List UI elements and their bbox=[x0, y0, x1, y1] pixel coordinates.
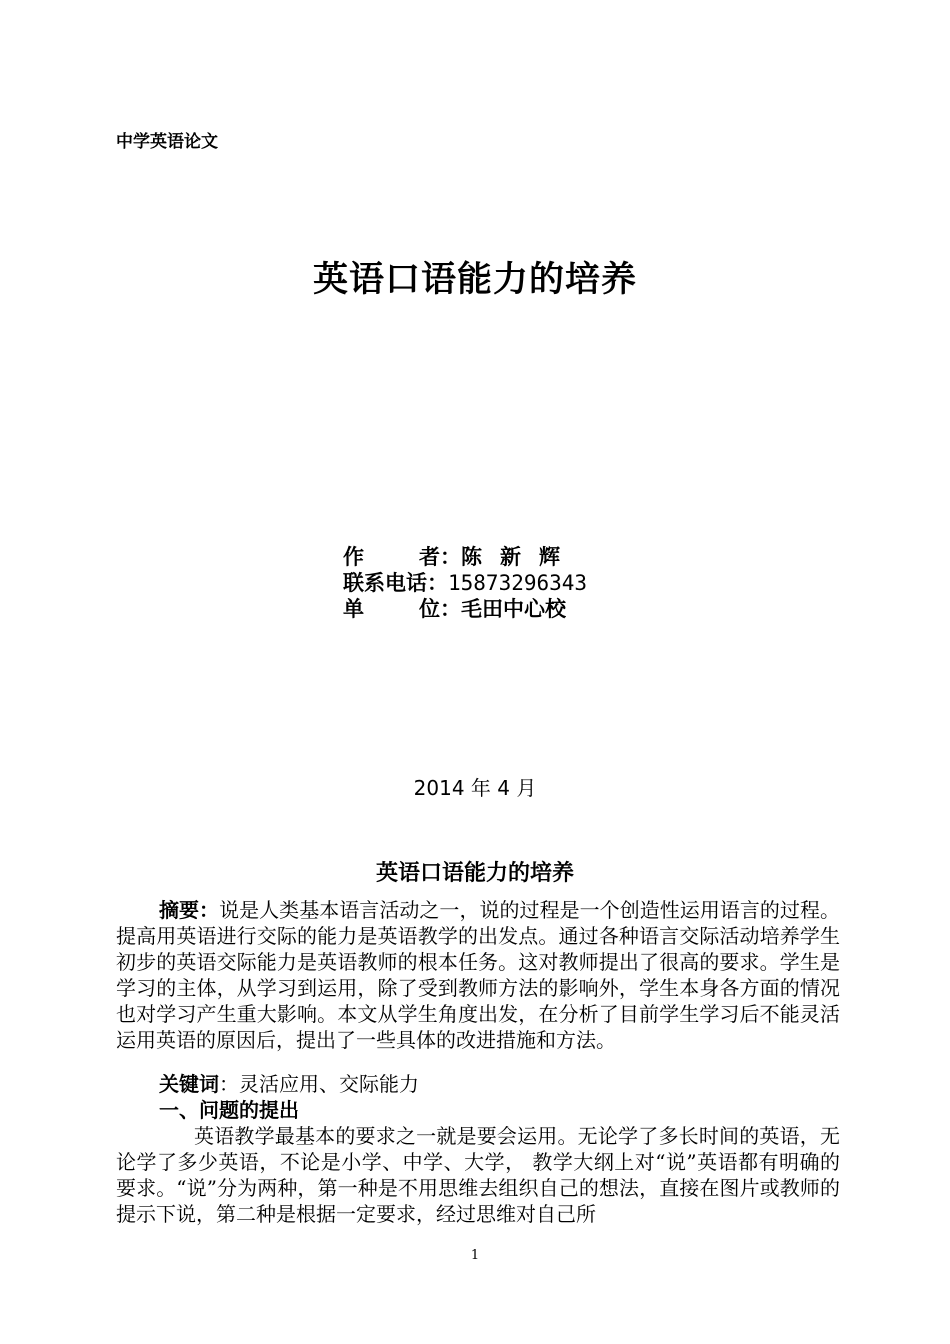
phone-label: 联系电话： bbox=[343, 571, 448, 595]
author-info-block bbox=[343, 544, 587, 622]
phone-number: 15873296343 bbox=[448, 571, 588, 595]
page-number: 1 bbox=[470, 1248, 480, 1263]
cover-date: 2014 年 4 月 bbox=[413, 776, 537, 800]
unit-name: 毛田中心校 bbox=[461, 597, 566, 621]
cover-title: 英语口语能力的培养 bbox=[312, 260, 637, 300]
author-label: 作 者： bbox=[343, 545, 461, 569]
document-subject: 中学英语论文 bbox=[116, 132, 218, 152]
keywords-label: 关键词 bbox=[159, 1072, 219, 1096]
article-title: 英语口语能力的培养 bbox=[375, 861, 574, 886]
body-paragraph: 英语教学最基本的要求之一就是要会运用。无论学了多长时间的英语，无论学了多少英语，不论是小学、中学、大学， 教学大纲上对“说”英语都有明确的要求。“说”分为两种，第一种是不用思维去组织自己的想法，直接在图片或教师的提示下说，第二种是根据一定要求，经过思维对自己所 bbox=[116, 1124, 840, 1226]
unit-label: 单 位： bbox=[343, 597, 461, 621]
keywords-text: ：灵活应用、交际能力 bbox=[219, 1072, 419, 1096]
abstract-label: 摘要： bbox=[159, 898, 220, 922]
unit-row bbox=[343, 596, 587, 622]
phone-row bbox=[343, 570, 587, 596]
section-heading: 一、问题的提出 bbox=[159, 1098, 299, 1122]
keywords-line bbox=[159, 1071, 419, 1097]
author-row bbox=[343, 544, 587, 570]
abstract-paragraph bbox=[116, 897, 840, 1053]
abstract-text: 说是人类基本语言活动之一，说的过程是一个创造性运用语言的过程。提高用英语进行交际的能力是英语教学的出发点。通过各种语言交际活动培养学生初步的英语交际能力是英语教师的根本任务。这对教师提出了很高的要求。学生是学习的主体，从学习到运用，除了受到教师方法的影响外，学生本身各方面的情况也对学习产生重大影响。本文从学生角度出发，在分析了目前学生学习后不能灵活运用英语的原因后，提出了一些具体的改进措施和方法。 bbox=[116, 898, 841, 1052]
author-name: 陈新辉 bbox=[461, 545, 578, 569]
